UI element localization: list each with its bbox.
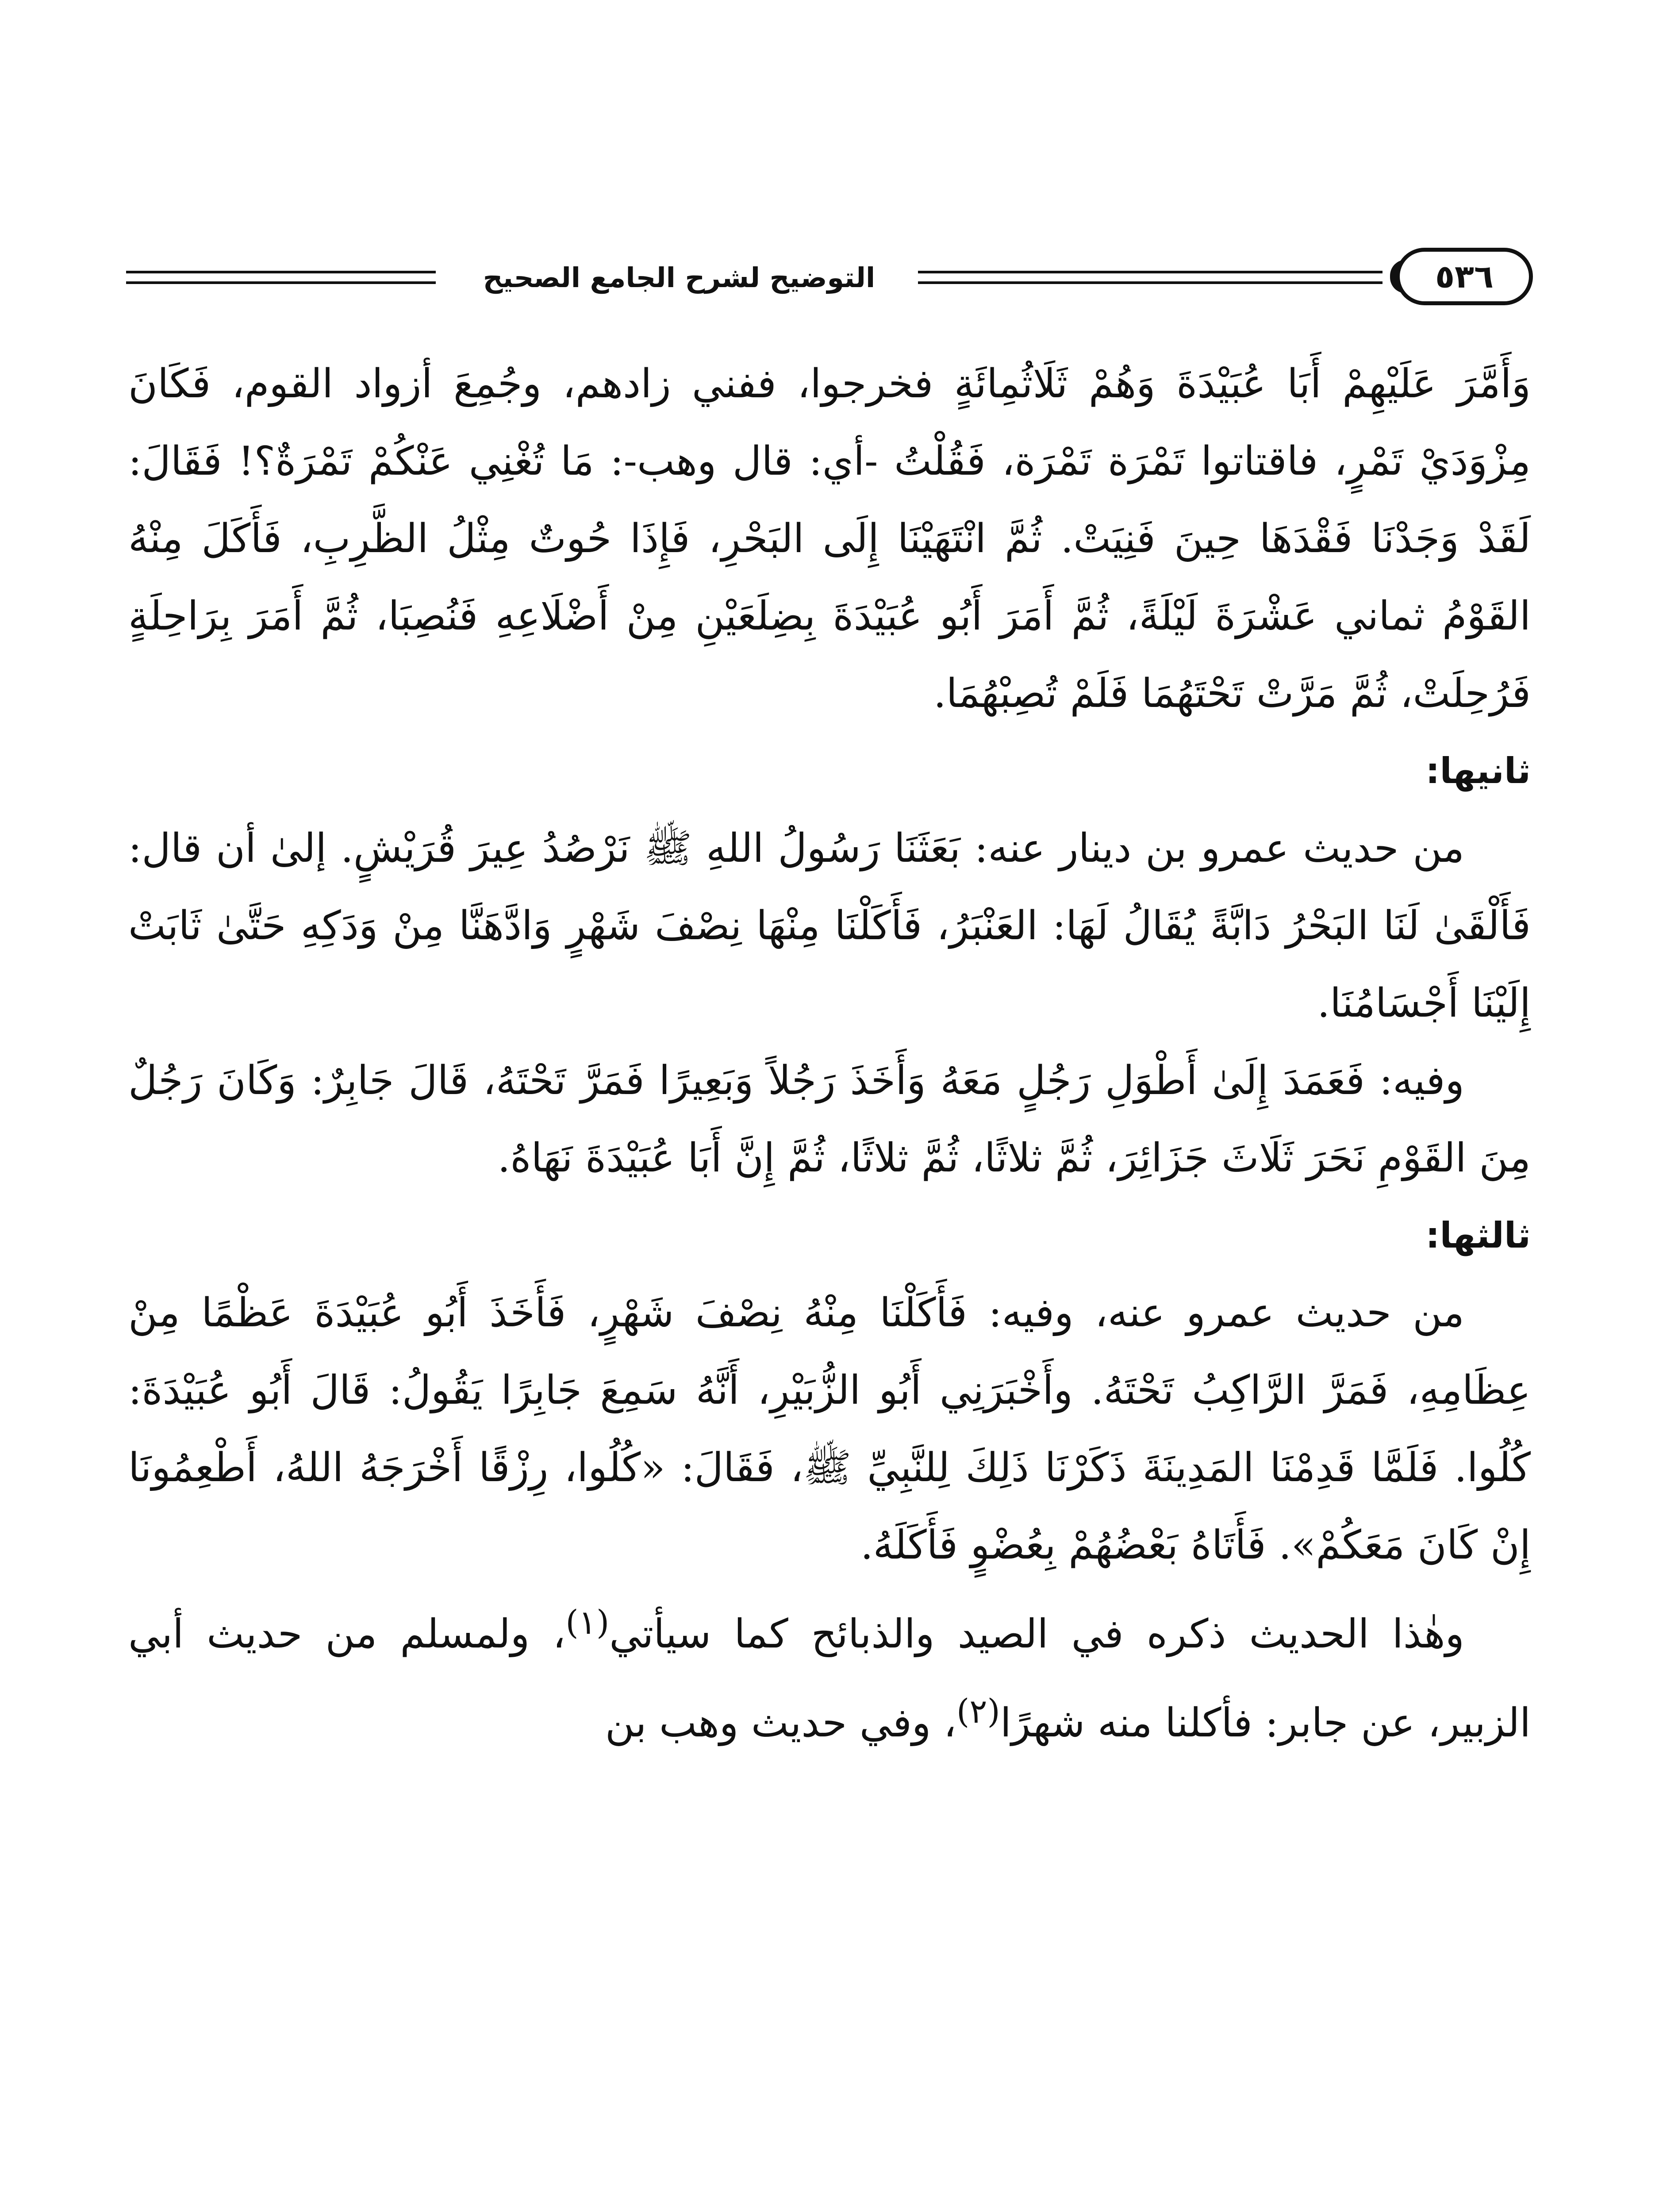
footnote-reference: (١) bbox=[565, 1603, 610, 1642]
paragraph: وَأَمَّرَ عَلَيْهِمْ أَبَا عُبَيْدَةَ وَهُمْ ثَلَاثُمِائَةٍ فخرجوا، ففني زادهم، وجُمِعَ أزواد القوم، فَكَانَ مِزْوَدَيْ تَمْرٍ، فاقتاتوا تَمْرَة تَمْرَة، فَقُلْتُ -أي: قال وهب-: مَا تُغْنِي عَنْكُمْ تَمْرَةٌ؟! فَقَالَ: لَقَدْ وَجَدْنَا فَقْدَهَا حِينَ فَنِيَتْ. ثُمَّ انْتَهَيْنَا إِلَى البَحْرِ، فَإِذَا حُوتٌ مِثْلُ الظَّرِبِ، فَأَكَلَ مِنْهُ القَوْمُ ثماني عَشْرَةَ لَيْلَةً، ثُمَّ أَمَرَ أَبُو عُبَيْدَةَ بِضِلَعَيْنِ مِنْ أَضْلَاعِهِ فَنُصِبَا، ثُمَّ أَمَرَ بِرَاحِلَةٍ فَرُحِلَتْ، ثُمَّ مَرَّتْ تَحْتَهُمَا فَلَمْ تُصِبْهُمَا. bbox=[128, 361, 1531, 717]
header-rule bbox=[918, 271, 1382, 273]
paragraph: من حديث عمرو عنه، وفيه: فَأَكَلْنَا مِنْهُ نِصْفَ شَهْرٍ، فَأَخَذَ أَبُو عُبَيْدَةَ عَظْمًا مِنْ عِظَامِهِ، فَمَرَّ الرَّاكِبُ تَحْتَهُ. وأَخْبَرَنِي أَبُو الزُّبَيْرِ، أَنَّهُ سَمِعَ جَابِرًا يَقُولُ: قَالَ أَبُو عُبَيْدَةَ: كُلُوا. فَلَمَّا قَدِمْنَا المَدِينَةَ ذَكَرْنَا ذَلِكَ لِلنَّبِيِّ ﷺ، فَقَالَ: «كُلُوا، رِزْقًا أَخْرَجَهُ اللهُ، أَطْعِمُونَا إِنْ كَانَ مَعَكُمْ». فَأَتَاهُ بَعْضُهُمْ بِعُضْوٍ فَأَكَلَهُ. bbox=[128, 1290, 1531, 1568]
header-rule bbox=[126, 281, 436, 284]
running-title: التوضيح لشرح الجامع الصحيح bbox=[483, 261, 876, 294]
body-text bbox=[128, 345, 1531, 1762]
header-rule bbox=[126, 271, 436, 273]
page-number: ٥٣٦ bbox=[1435, 258, 1494, 295]
page-number-badge bbox=[1396, 248, 1533, 305]
section-heading: ثانيها: bbox=[1425, 750, 1531, 791]
paragraph-text: وهٰذا الحديث ذكره في الصيد والذبائح كما سيأتي bbox=[609, 1611, 1464, 1657]
footnote-reference: (٢) bbox=[956, 1692, 1000, 1731]
page-header bbox=[126, 248, 1533, 314]
paragraph-text: ، وفي حديث وهب بن bbox=[605, 1700, 956, 1746]
header-rule bbox=[918, 281, 1382, 284]
section-heading: ثالثها: bbox=[1425, 1215, 1531, 1256]
paragraph bbox=[128, 1584, 1531, 1762]
paragraph: وفيه: فَعَمَدَ إِلَىٰ أَطْوَلِ رَجُلٍ مَعَهُ وَأَخَذَ رَجُلاً وَبَعِيرًا فَمَرَّ تَحْتَهُ، قَالَ جَابِرٌ: وَكَانَ رَجُلٌ مِنَ القَوْمِ نَحَرَ ثَلَاثَ جَزَائِرَ، ثُمَّ ثلاثًا، ثُمَّ ثلاثًا، ثُمَّ إِنَّ أَبَا عُبَيْدَةَ نَهَاهُ. bbox=[128, 1057, 1531, 1181]
paragraph-text: ، ولمسلم من حديث أبي الزبير، عن جابر: فأكلنا منه شهرًا bbox=[128, 1611, 1531, 1746]
paragraph: من حديث عمرو بن دينار عنه: بَعَثَنَا رَسُولُ اللهِ ﷺ نَرْصُدُ عِيرَ قُرَيْشٍ. إلىٰ أن قال: فَأَلْقَىٰ لَنَا البَحْرُ دَابَّةً يُقَالُ لَهَا: العَنْبَرُ، فَأَكَلْنَا مِنْهَا نِصْفَ شَهْرٍ وَادَّهَنَّا مِنْ وَدَكِهِ حَتَّىٰ ثَابَتْ إِلَيْنَا أَجْسَامُنَا. bbox=[128, 825, 1531, 1026]
